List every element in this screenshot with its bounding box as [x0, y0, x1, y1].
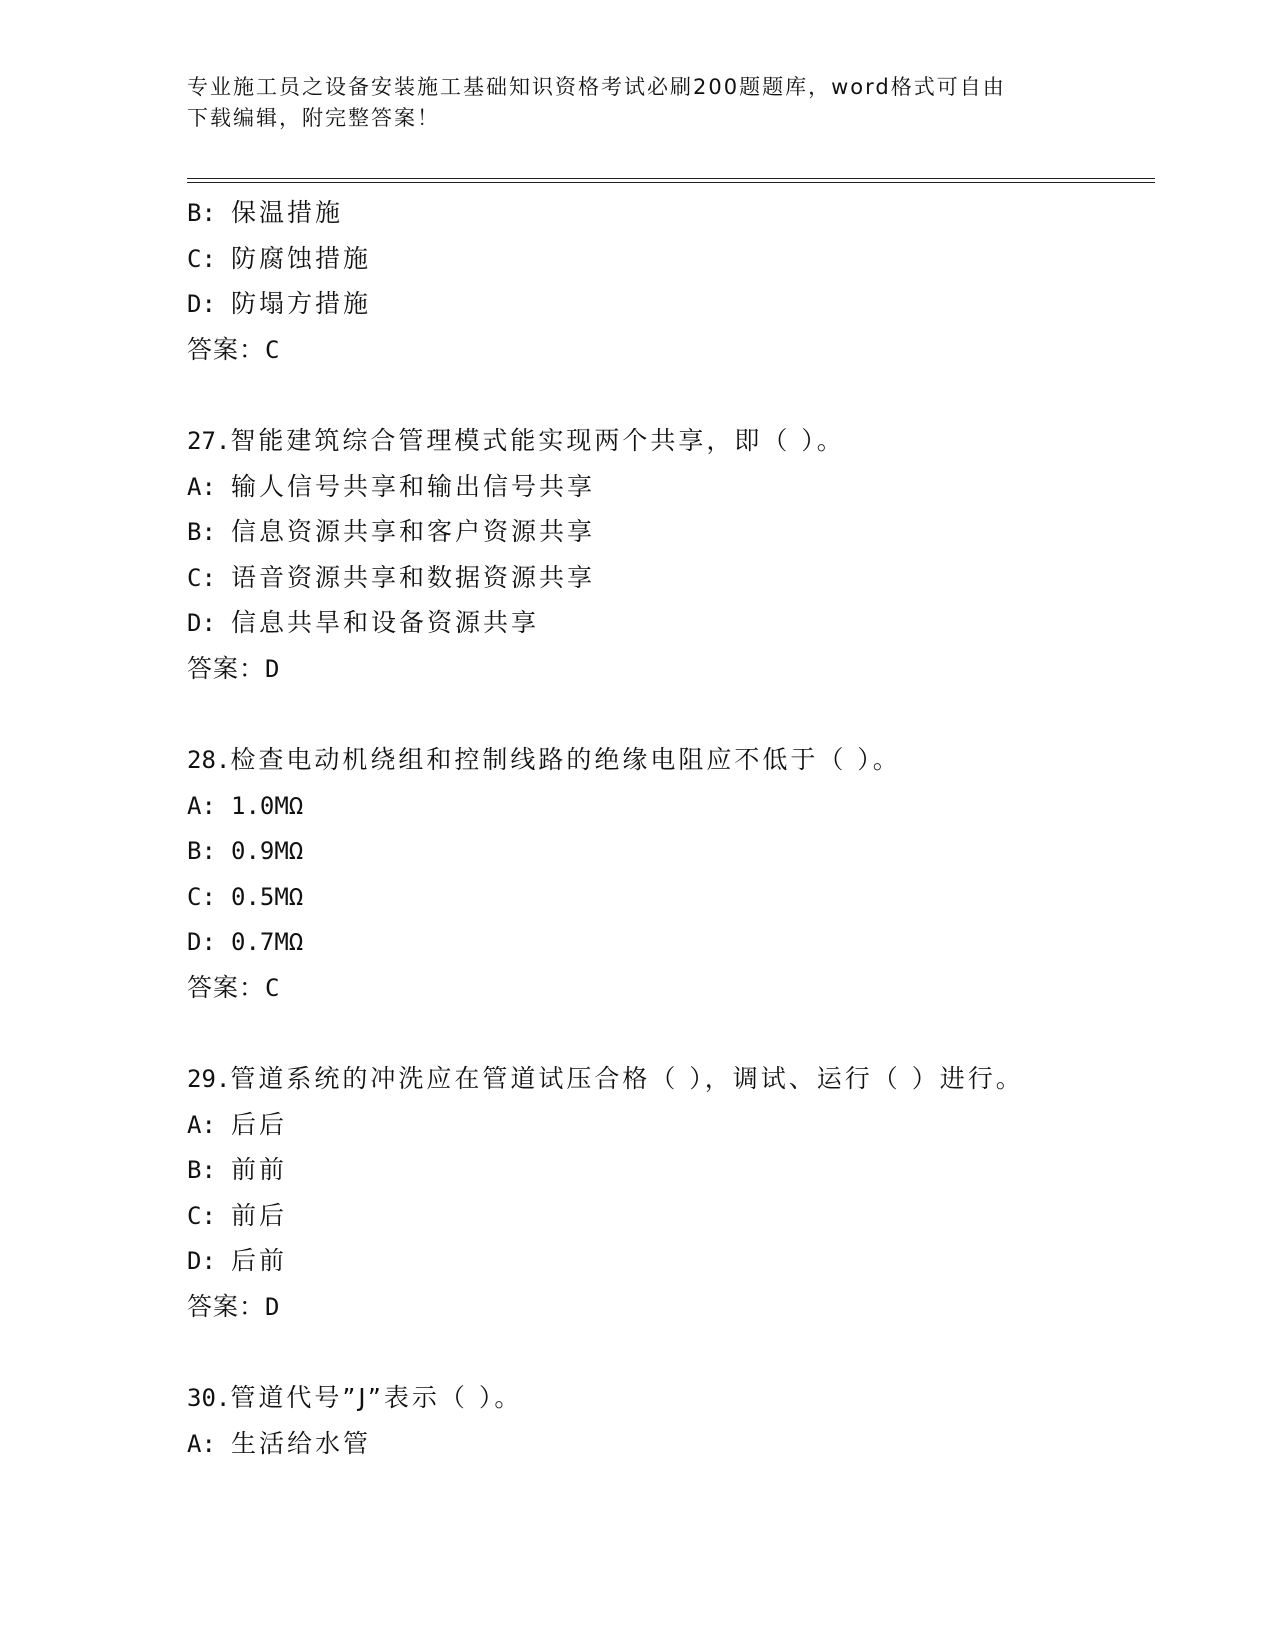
question-text: 管道系统的冲洗应在管道试压合格（ ），调试、运行（ ）进行。: [230, 1064, 1024, 1093]
question-number: 27.: [187, 427, 231, 455]
option-text: 前前: [231, 1155, 288, 1184]
answer-value: D: [265, 654, 281, 683]
option-text: 0.5MΩ: [231, 882, 304, 911]
answer-value: C: [265, 973, 281, 1002]
option-label: A:: [187, 472, 216, 501]
option-label: A:: [187, 1110, 216, 1139]
answer-line: [187, 965, 1147, 1011]
option-label: B:: [187, 1156, 216, 1184]
option-text: 后后: [231, 1109, 288, 1139]
answer-label: 答案：: [187, 334, 266, 364]
option-label: D:: [187, 928, 216, 956]
header-title-line-1: 专业施工员之设备安装施工基础知识资格考试必刷200题题库，word格式可自由: [187, 75, 1006, 99]
option-text: 输人信号共享和输出信号共享: [231, 471, 596, 501]
option-text: 1.0MΩ: [231, 791, 304, 820]
option-line: [187, 783, 1147, 829]
answer-label: 答案：: [187, 653, 266, 683]
question-stem: [187, 737, 1147, 783]
option-label: A:: [187, 1429, 216, 1458]
answer-line: [187, 646, 1147, 692]
option-line: [187, 1193, 1147, 1239]
option-line: [187, 555, 1147, 601]
option-line: [187, 919, 1147, 965]
option-label: B:: [187, 199, 216, 227]
spacer: [187, 372, 1147, 418]
option-label: D:: [187, 290, 216, 318]
option-text: 信息共旱和设备资源共享: [231, 608, 540, 637]
question-text: 管道代号”J”表示（ ）。: [230, 1383, 523, 1412]
header-rule-bottom: [187, 182, 1155, 183]
option-line: [187, 236, 1147, 282]
option-line: [187, 509, 1147, 555]
question-number: 29.: [187, 1065, 231, 1093]
question-number: 30.: [187, 1384, 231, 1412]
question-list: [187, 190, 1147, 1466]
option-line: [187, 1102, 1147, 1148]
option-line: [187, 1421, 1147, 1467]
option-line: [187, 828, 1147, 874]
spacer: [187, 691, 1147, 737]
option-label: B:: [187, 837, 216, 865]
option-line: [187, 1238, 1147, 1284]
option-text: 语音资源共享和数据资源共享: [231, 562, 596, 592]
answer-label: 答案：: [187, 972, 266, 1002]
option-label: B:: [187, 518, 216, 546]
option-label: A:: [187, 791, 216, 820]
option-line: [187, 600, 1147, 646]
option-text: 0.7MΩ: [231, 928, 304, 956]
option-text: 信息资源共享和客户资源共享: [231, 517, 596, 546]
option-label: D:: [187, 1247, 216, 1275]
spacer: [187, 1329, 1147, 1375]
question-number: 28.: [187, 746, 231, 774]
option-label: D:: [187, 609, 216, 637]
question-stem: [187, 1375, 1147, 1421]
option-text: 防塌方措施: [231, 289, 372, 318]
option-label: C:: [187, 882, 216, 911]
header-rule-top: [187, 178, 1155, 179]
question-stem: [187, 1056, 1147, 1102]
answer-label: 答案：: [187, 1291, 266, 1321]
header-title-line-2: 下载编辑，附完整答案！: [187, 106, 440, 130]
spacer: [187, 1010, 1147, 1056]
document-header: [187, 72, 1067, 134]
option-label: C:: [187, 563, 216, 592]
option-text: 生活给水管: [231, 1428, 372, 1458]
question-text: 检查电动机绕组和控制线路的绝缘电阻应不低于（ ）。: [230, 745, 901, 774]
question-text: 智能建筑综合管理模式能实现两个共享，即（ ）。: [230, 426, 845, 455]
option-text: 防腐蚀措施: [231, 243, 372, 273]
answer-line: [187, 1284, 1147, 1330]
option-line: [187, 190, 1147, 236]
option-label: C:: [187, 1201, 216, 1230]
option-line: [187, 464, 1147, 510]
option-text: 后前: [231, 1246, 288, 1275]
answer-value: C: [265, 335, 281, 364]
option-line: [187, 874, 1147, 920]
question-stem: [187, 418, 1147, 464]
option-text: 0.9MΩ: [231, 837, 304, 865]
option-label: C:: [187, 244, 216, 273]
option-line: [187, 1147, 1147, 1193]
option-text: 保温措施: [231, 198, 344, 227]
answer-line: [187, 327, 1147, 373]
option-text: 前后: [231, 1200, 288, 1230]
answer-value: D: [265, 1292, 281, 1321]
option-line: [187, 281, 1147, 327]
